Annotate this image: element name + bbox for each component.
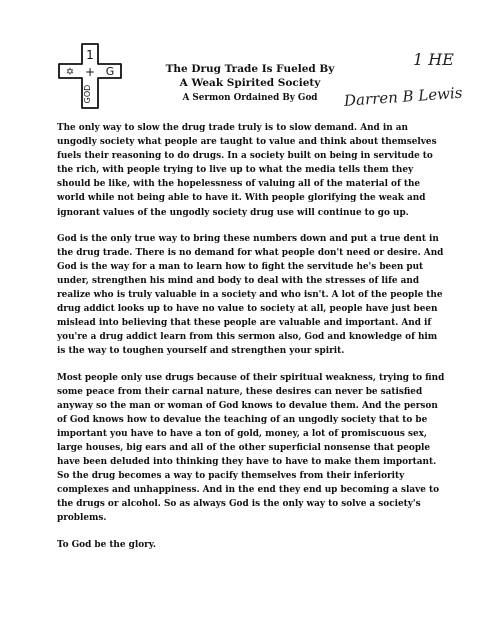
document-subtitle: A Sermon Ordained By God	[182, 93, 318, 103]
signature-text: Darren B Lewis	[343, 83, 463, 110]
handwritten-code	[411, 47, 457, 71]
title-block	[140, 62, 360, 105]
paragraph: God is the only true way to bring these numbers down and put a true dent in the drug trade. There is no demand for what people don't need or desire. And God is the way for a man to learn how to fight the servitude he's been put under, strengthen his mind and body to deal with the stresses of life and realize who is truly valuable in a society and who isn't. A lot of the people the drug addict looks up to have no value to society at all, people have just been mislead into believing that these people are valuable and important. And if you're a drug addict learn from this sermon also, God and knowledge of him is the way to toughen yourself and strengthen your spirit.	[57, 233, 444, 357]
document-title-line-1: The Drug Trade Is Fueled By	[165, 63, 335, 75]
paragraph: The only way to slow the drug trade truly is to slow demand. And in an ungodly society what people are taught to value and think about themselves fuels their reasoning to do drugs. In a society built on being in servitude to the rich, with people trying to live up to what the media tells them they should be like, with the hopelessness of valuing all of the material of the world while not being able to have it. With people glorifying the weak and ignorant values of the ungodly society drug use will continue to go up.	[57, 123, 437, 218]
document-title-line-2: A Weak Spirited Society	[179, 77, 321, 89]
sermon-body	[57, 121, 447, 564]
cross-left-symbol: ✡	[65, 67, 75, 78]
cross-right-symbol: G	[105, 65, 115, 78]
paragraph: Most people only use drugs because of their spiritual weakness, trying to find some peace from their carnal nature, these desires can never be satisfied anyway so the man or woman of God knows to devalue them. And the person of God knows how to devalue the teaching of an ungodly society that to be important you have to have a ton of gold, money, a lot of promiscuous sex, large houses, big ears and all of the other superficial nonsense that people have been deluded into thinking they have to have to make them important. So the drug becomes a way to pacify themselves from their inferiority complexes and unhappiness. And in the end they end up becoming a slave to the drugs or alcohol. So as always God is the only way to solve a society's problems.	[57, 372, 445, 524]
signature	[340, 78, 465, 114]
cross-top-symbol: 1	[86, 48, 94, 62]
closing-line: To God be the glory.	[57, 539, 157, 550]
handwritten-code-text: 1 HE	[413, 50, 454, 69]
cross-bottom-text: GOD	[83, 84, 92, 104]
cross-middle-symbol: +	[84, 65, 96, 79]
cross-emblem	[55, 40, 135, 110]
